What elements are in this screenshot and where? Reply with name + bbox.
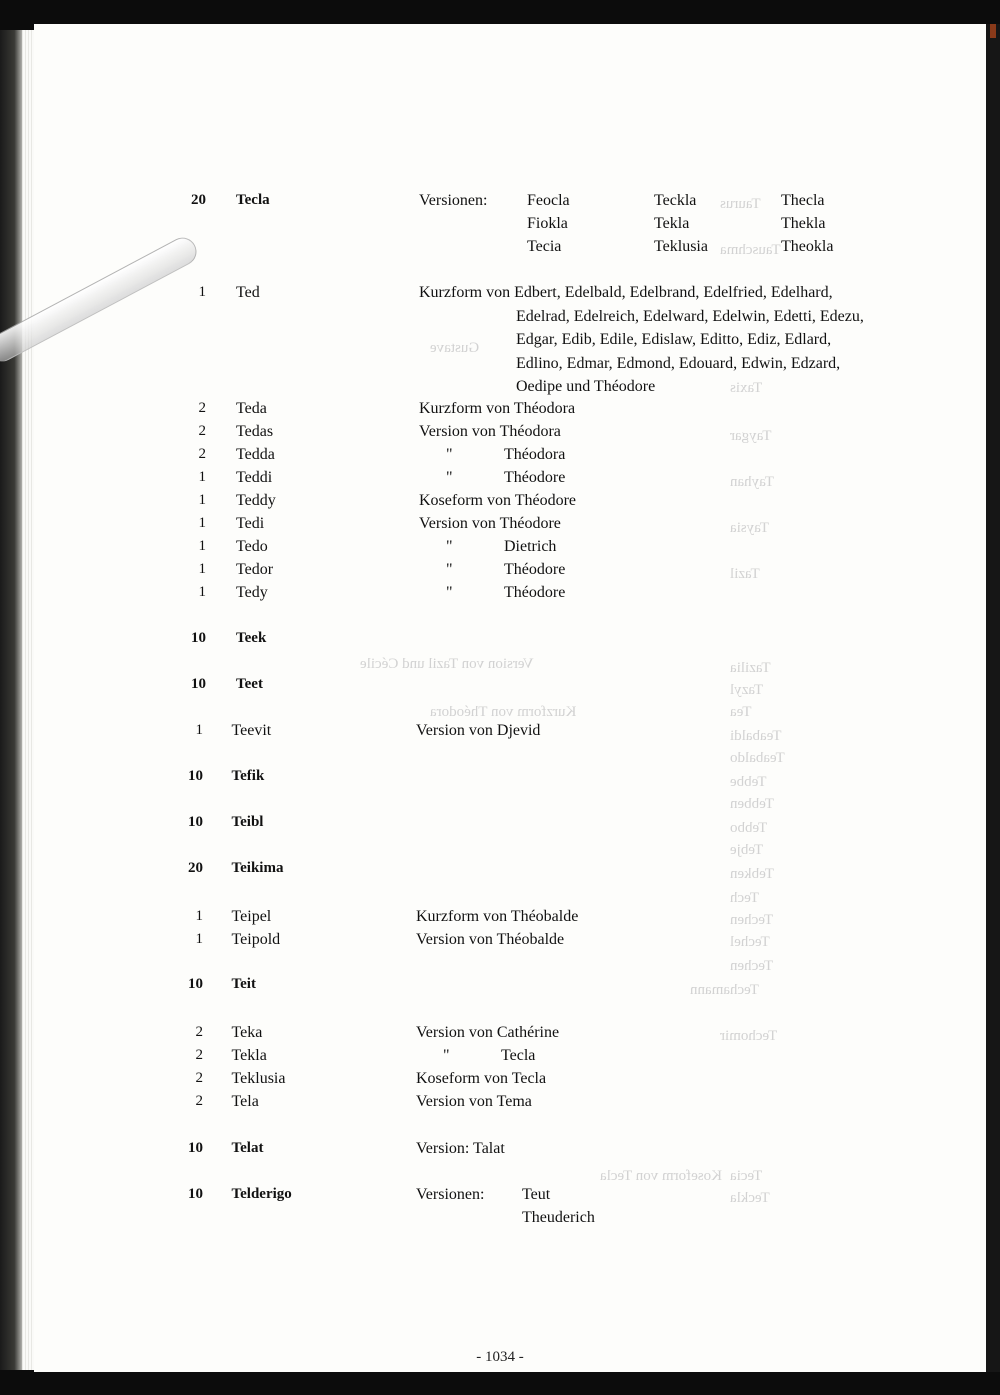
- entry-count: 10: [188, 814, 203, 830]
- description-line: Edlino, Edmar, Edmond, Edouard, Edwin, Edzard,: [516, 354, 841, 372]
- entry-name: Ted: [236, 284, 260, 301]
- versions-label: Versionen:: [419, 192, 488, 209]
- ditto-mark: ": [446, 584, 453, 601]
- variant-column: [654, 192, 708, 261]
- entry-description: Koseform von Tecla: [416, 1070, 547, 1087]
- description-line: Kurzform von Edbert, Edelbald, Edelbrand, Edelfried, Edelhard,: [419, 284, 833, 301]
- entry-count: 2: [195, 1024, 203, 1040]
- entry-name: Teit: [231, 976, 256, 992]
- entry-count: 1: [198, 515, 206, 531]
- entry-name: Teddi: [236, 469, 273, 486]
- entry-description: Kurzform von Théodora: [419, 400, 576, 417]
- entry-count: 2: [195, 1047, 203, 1063]
- entry-name: Teka: [231, 1024, 263, 1041]
- entry-count: 2: [195, 1070, 203, 1086]
- right-border: [986, 24, 1000, 1372]
- variant-name: Teut: [522, 1186, 551, 1203]
- entry-name: Tedy: [236, 584, 268, 601]
- variant-name: Theokla: [781, 238, 834, 255]
- variant-name: Theuderich: [522, 1209, 595, 1226]
- book-page: [34, 24, 986, 1372]
- entry-name: Teikima: [231, 860, 284, 876]
- entry-name: Telderigo: [231, 1186, 292, 1202]
- entry-name: Teibl: [231, 814, 264, 830]
- entry-count: 10: [191, 630, 206, 646]
- ditto-mark: ": [446, 469, 453, 486]
- entry-description: Version: Talat: [416, 1140, 505, 1157]
- entry-count: 1: [195, 908, 203, 924]
- entry-description: Théodore: [504, 561, 566, 578]
- entry-name: Tefik: [231, 768, 265, 784]
- variant-column: [781, 192, 833, 261]
- variant-name: Feocla: [527, 192, 570, 209]
- entry-name: Teipold: [231, 931, 281, 948]
- ditto-mark: ": [443, 1047, 450, 1064]
- entry-description: Dietrich: [504, 538, 557, 555]
- entry-count: 20: [191, 192, 206, 208]
- entry-count: 1: [198, 584, 206, 600]
- entry-description: Koseform von Théodore: [419, 492, 576, 509]
- variant-name: Thecla: [781, 192, 825, 209]
- entry-name: Teevit: [231, 722, 272, 739]
- variant-column: [527, 192, 570, 261]
- entry-count: 10: [188, 1186, 203, 1202]
- ditto-mark: ": [446, 538, 453, 555]
- entry-count: 1: [198, 284, 206, 300]
- entry-description: Version von Théodora: [419, 423, 561, 440]
- entry-count: 2: [198, 400, 206, 416]
- entry-count: 20: [188, 860, 203, 876]
- entry-name: Tedda: [236, 446, 275, 463]
- entry-count: 1: [195, 722, 203, 738]
- description-line: Edgar, Edib, Edile, Edislaw, Editto, Ediz, Edlard,: [516, 331, 832, 348]
- entry-count: 1: [198, 492, 206, 508]
- description-line: Edelrad, Edelreich, Edelward, Edelwin, Edetti, Edezu,: [516, 307, 864, 325]
- entry-name: Telat: [231, 1140, 264, 1156]
- entry-name: Teda: [236, 400, 267, 417]
- variant-name: Teklusia: [654, 238, 708, 255]
- entry-count: 10: [191, 676, 206, 692]
- entry-name: Teek: [236, 630, 267, 646]
- entry-name: Teet: [236, 676, 263, 692]
- entry-count: 2: [195, 1093, 203, 1109]
- entry-count: 10: [188, 976, 203, 992]
- entry-name: Tedo: [236, 538, 268, 555]
- entry-description: Théodore: [504, 469, 566, 486]
- entry-count: 1: [198, 469, 206, 485]
- entry-description: Version von Théobalde: [416, 931, 565, 948]
- entry-description: Théodora: [504, 446, 566, 463]
- entry-description: Version von Djevid: [416, 722, 541, 739]
- entry-description: Version von Cathérine: [416, 1024, 560, 1041]
- variant-name: Thekla: [781, 215, 826, 232]
- variant-name: Teckla: [654, 192, 697, 209]
- entry-count: 2: [198, 446, 206, 462]
- entry-name: Tedas: [236, 423, 274, 440]
- entry-name: Tedi: [236, 515, 265, 532]
- entry-name: Tedor: [236, 561, 274, 578]
- entry-count: 1: [198, 538, 206, 554]
- entry-description: Version von Théodore: [419, 515, 561, 532]
- entry-description: Kurzform von Théobalde: [416, 908, 579, 925]
- entry-count: 10: [188, 768, 203, 784]
- entry-name: Tela: [231, 1093, 259, 1110]
- entry-name: Teklusia: [231, 1070, 286, 1087]
- versions-label: Versionen:: [416, 1186, 485, 1203]
- entry-name: Tekla: [231, 1047, 267, 1064]
- entry-description: Tecla: [501, 1047, 536, 1064]
- book-spine-shadow: [0, 30, 24, 1370]
- variant-name: Fiokla: [527, 215, 568, 232]
- entry-name: Tecla: [236, 192, 270, 208]
- entry-count: 1: [195, 931, 203, 947]
- variant-name: Tecia: [527, 238, 562, 255]
- entry-description: Version von Tema: [416, 1093, 532, 1110]
- entry-name: Teipel: [231, 908, 272, 925]
- entry-description: Théodore: [504, 584, 566, 601]
- ditto-mark: ": [446, 561, 453, 578]
- variant-column: [522, 1186, 595, 1232]
- page-number: - 1034 -: [476, 1349, 524, 1365]
- entry-name: Teddy: [236, 492, 276, 509]
- entry-count: 2: [198, 423, 206, 439]
- entry-count: 1: [198, 561, 206, 577]
- variant-name: Tekla: [654, 215, 690, 232]
- description-line: Oedipe und Théodore: [516, 378, 656, 395]
- entry-count: 10: [188, 1140, 203, 1156]
- ditto-mark: ": [446, 446, 453, 463]
